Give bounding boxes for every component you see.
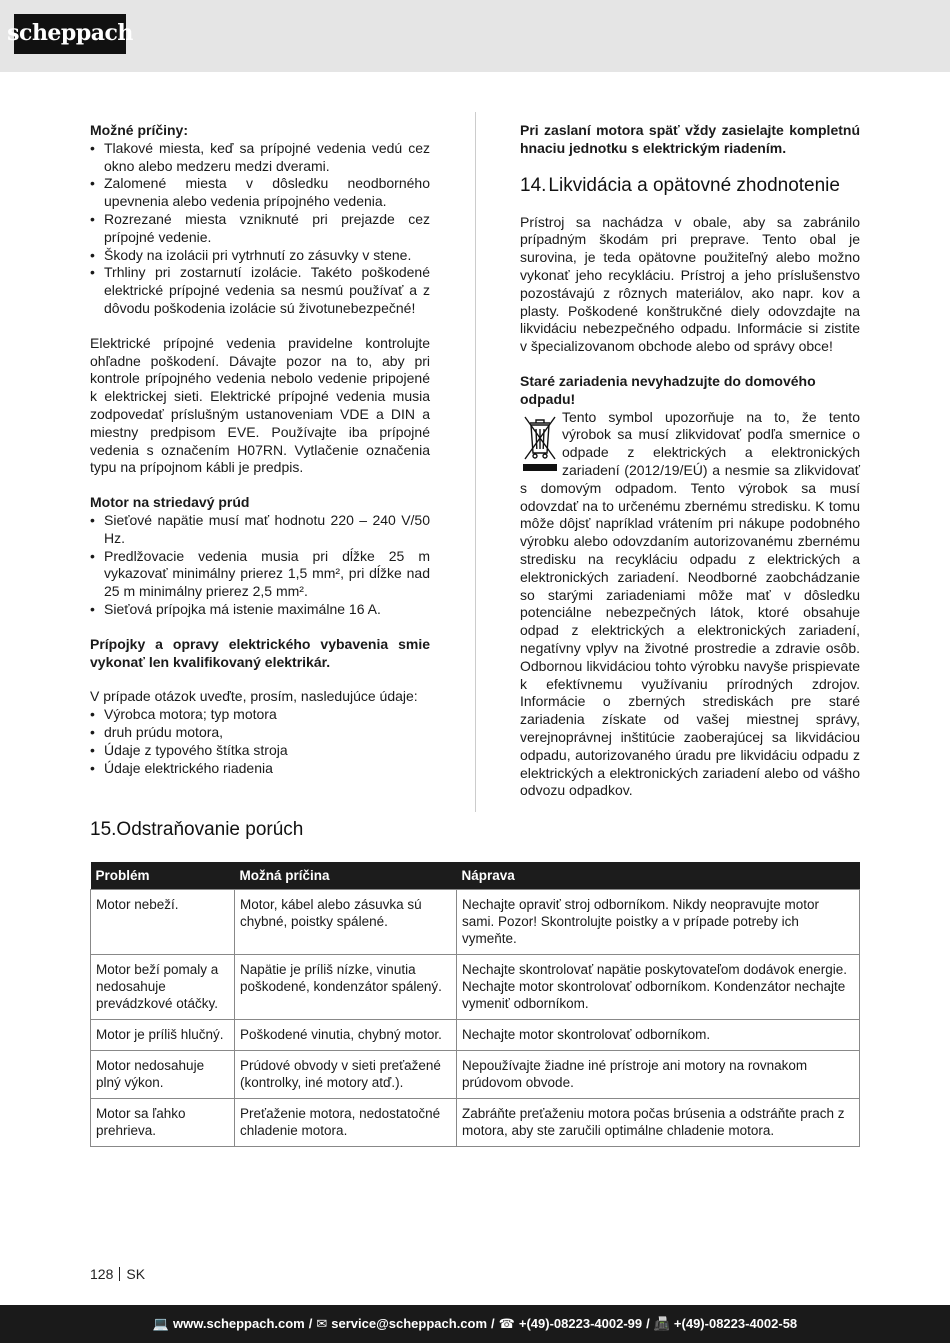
list-item: • druh prúdu motora, xyxy=(90,724,430,742)
footer-email[interactable]: service@scheppach.com xyxy=(331,1316,488,1332)
column-header: Možná príčina xyxy=(235,862,457,890)
list-item: • Trhliny pri zostarnutí izolácie. Takéto poškodené elektrické prípojné vedenia sa nesmú používať a z dôvodu poškodenia izolácie sú životunebezpečné! xyxy=(90,264,430,317)
list-item: • Zalomené miesta v dôsledku neodborného upevnenia alebo vedenia prípojného vedenia. xyxy=(90,175,430,211)
packaging-paragraph: Prístroj sa nachádza v obale, aby sa zabránilo prípadným škodám pri preprave. Tento obal je surovina, je teda opätovne použiteľný alebo možno vykonať jeho recykláciu. Prístroj a jeho príslušenstvo pozostávajú z rôznych materiálov, ako napr. kov a plasty. Poškodené konštrukčné diely odovzdajte na likvidáciu nebezpečného odpadu. Informácie si zistite v špecializovanom obchode alebo od správy obce! xyxy=(520,213,860,355)
table-cell: Motor nebeží. xyxy=(91,890,235,955)
table-row xyxy=(91,955,860,1020)
table-header-row xyxy=(91,862,860,890)
questions-intro: V prípade otázok uveďte, prosím, nasledujúce údaje: xyxy=(90,688,418,705)
section-14-text: Likvidácia a opätovné zhodnotenie xyxy=(548,174,840,196)
section-15-title xyxy=(90,818,303,842)
computer-icon: 💻 xyxy=(152,1316,170,1332)
table-cell: Nepoužívajte žiadne iné prístroje ani motory na rovnakom prúdovom obvode. xyxy=(457,1051,860,1099)
table-row xyxy=(91,1051,860,1099)
list-item: • Výrobca motora; typ motora xyxy=(90,706,430,724)
footer-website[interactable]: www.scheppach.com xyxy=(173,1316,305,1332)
old-devices-heading: Staré zariadenia nevyhadzujte do domového odpadu! xyxy=(520,372,816,407)
page-separator xyxy=(119,1267,120,1281)
table-cell: Zabráňte preťaženiu motora počas brúsenia a odstráňte prach z motora, aby ste zaručili optimálne chladenie motora. xyxy=(457,1099,860,1147)
list-item: • Predlžovacie vedenia musia pri dĺžke 25 m vykazovať minimálny prierez 1,5 mm², pri dĺžke nad 25 m minimálny prierez 2,5 mm². xyxy=(90,548,430,601)
table-row xyxy=(91,890,860,955)
check-paragraph: Elektrické prípojné vedenia pravidelne kontrolujte ohľadne poškodení. Dávajte pozor na to, aby pri kontrole prípojného vedenia nebolo vedenie pripojené k elektrickej sieti. Elektrické prípojné vedenia musia zodpovedať príslušným ustanoveniam VDE a DIN a miestny predpisom EVE. Používajte iba prípojné vedenia s označením H07RN. Vytlačenie označenia typu na prípojnom kábli je predpis. xyxy=(90,334,430,476)
footer-phone[interactable]: +(49)-08223-4002-99 xyxy=(518,1316,643,1332)
column-divider xyxy=(475,112,476,812)
table-cell: Nechajte skontrolovať napätie poskytovateľom dodávok energie. Nechajte motor skontrolovať odborníkom. Kondenzátor nechajte vymeniť odborníkom. xyxy=(457,955,860,1020)
list-item: • Rozrezané miesta vzniknuté pri prejazde cez prípojné vedenie. xyxy=(90,211,430,247)
troubleshooting-table xyxy=(90,862,860,1147)
section-14-title xyxy=(520,174,860,198)
table-cell: Motor, kábel alebo zásuvka sú chybné, poistky spálené. xyxy=(235,890,457,955)
weee-block xyxy=(520,409,860,801)
footer-fax[interactable]: +(49)-08223-4002-58 xyxy=(673,1316,798,1332)
table-cell: Nechajte opraviť stroj odborníkom. Nikdy neopravujte motor sami. Pozor! Skontrolujte poistky a v prípade potreby ich vymeňte. xyxy=(457,890,860,955)
right-column xyxy=(520,122,860,800)
table-cell: Motor je príliš hlučný. xyxy=(91,1020,235,1051)
table-cell: Motor sa ľahko prehrieva. xyxy=(91,1099,235,1147)
table-cell: Nechajte motor skontrolovať odborníkom. xyxy=(457,1020,860,1051)
phone-icon: ☎ xyxy=(498,1316,515,1332)
page-number xyxy=(90,1266,145,1284)
weee-paragraph: Tento symbol upozorňuje na to, že tento výrobok sa musí zlikvidovať podľa smernice o odpade z elektrických a elektronických zariadení (2012/19/EÚ) a nesmie sa zlikvidovať s domovým odpadom. Tento výrobok sa musí odovzdať na to určenému zbernému stredisku. K tomu môže dôjsť napríklad vrátením pri nákupe podobného výrobku alebo odovzdaním autorizovanému zbernému stredisku na recykláciu odpadu z elektrických a elektronických zariadení. Neodborné zaobchádzanie so starými zariadeniami môže mať v dôsledku potenciálne nebezpečných látok, ktoré obsahuje odpad z elektrických a elektronických zariadení, negatívny vplyv na životné prostredie a zdravie osôb. Odbornou likvidáciou tohto výrobku navyše prispievate k efektívnemu využívaniu prírodných zdrojov. Informácie o zberných strediskách pre staré zariadenia získate od vašej miestnej správy, verejnoprávnej inštitúcie zaoberajúcej sa likvidáciou odpadu, autorizovaného úradu pre likvidáciu odpadu z elektrických a elektronických zariadení alebo od vášho odvozu odpadkov. xyxy=(520,408,860,799)
ac-motor-heading: Motor na striedavý prúd xyxy=(90,494,250,511)
mail-icon: ✉ xyxy=(316,1316,328,1332)
table-cell: Preťaženie motora, nedostatočné chladenie motora. xyxy=(235,1099,457,1147)
list-item: • Údaje z typového štítka stroja xyxy=(90,742,430,760)
left-column xyxy=(90,122,430,777)
list-item: • Sieťová prípojka má istenie maximálne 16 A. xyxy=(90,601,430,619)
column-header: Problém xyxy=(91,862,235,890)
section-15-text: Odstraňovanie porúch xyxy=(116,819,304,840)
ac-list xyxy=(90,512,430,619)
fax-icon: 📠 xyxy=(653,1316,670,1332)
table-cell: Poškodené vinutia, chybný motor. xyxy=(235,1020,457,1051)
footer-separator: / xyxy=(646,1316,650,1332)
page-header xyxy=(0,0,950,72)
table-row xyxy=(91,1020,860,1051)
crossed-bin-icon xyxy=(520,409,560,473)
page-footer xyxy=(0,1305,950,1343)
table-cell: Prúdové obvody v sieti preťažené (kontrolky, iné motory atď.). xyxy=(235,1051,457,1099)
table-cell: Napätie je príliš nízke, vinutia poškodené, kondenzátor spálený. xyxy=(235,955,457,1020)
section-15-number: 15. xyxy=(90,819,117,840)
questions-list xyxy=(90,706,430,777)
footer-separator: / xyxy=(308,1316,313,1332)
table-cell: Motor beží pomaly a nedosahuje prevádzkové otáčky. xyxy=(91,955,235,1020)
list-item: • Škody na izolácii pri vytrhnutí zo zásuvky v stene. xyxy=(90,247,430,265)
repairs-heading: Prípojky a opravy elektrického vybavenia smie vykonať len kvalifikovaný elektrikár. xyxy=(90,635,430,670)
page-language: SK xyxy=(126,1266,146,1282)
footer-separator: / xyxy=(491,1316,495,1332)
table-cell: Motor nedosahuje plný výkon. xyxy=(91,1051,235,1099)
send-back-note: Pri zaslaní motora späť vždy zasielajte kompletnú hnaciu jednotku s elektrickým riadením. xyxy=(520,122,860,156)
list-item: • Tlakové miesta, keď sa prípojné vedenia vedú cez okno alebo medzeru medzi dverami. xyxy=(90,140,430,176)
list-item: • Sieťové napätie musí mať hodnotu 220 – 240 V/50 Hz. xyxy=(90,512,430,548)
column-header: Náprava xyxy=(457,862,860,890)
brand-logo: scheppach xyxy=(14,14,126,54)
causes-heading: Možné príčiny: xyxy=(90,122,189,138)
table-row xyxy=(91,1099,860,1147)
list-item: • Údaje elektrického riadenia xyxy=(90,760,430,778)
section-14-number: 14. xyxy=(520,174,547,196)
page-number-value: 128 xyxy=(90,1266,114,1282)
causes-list xyxy=(90,140,430,318)
